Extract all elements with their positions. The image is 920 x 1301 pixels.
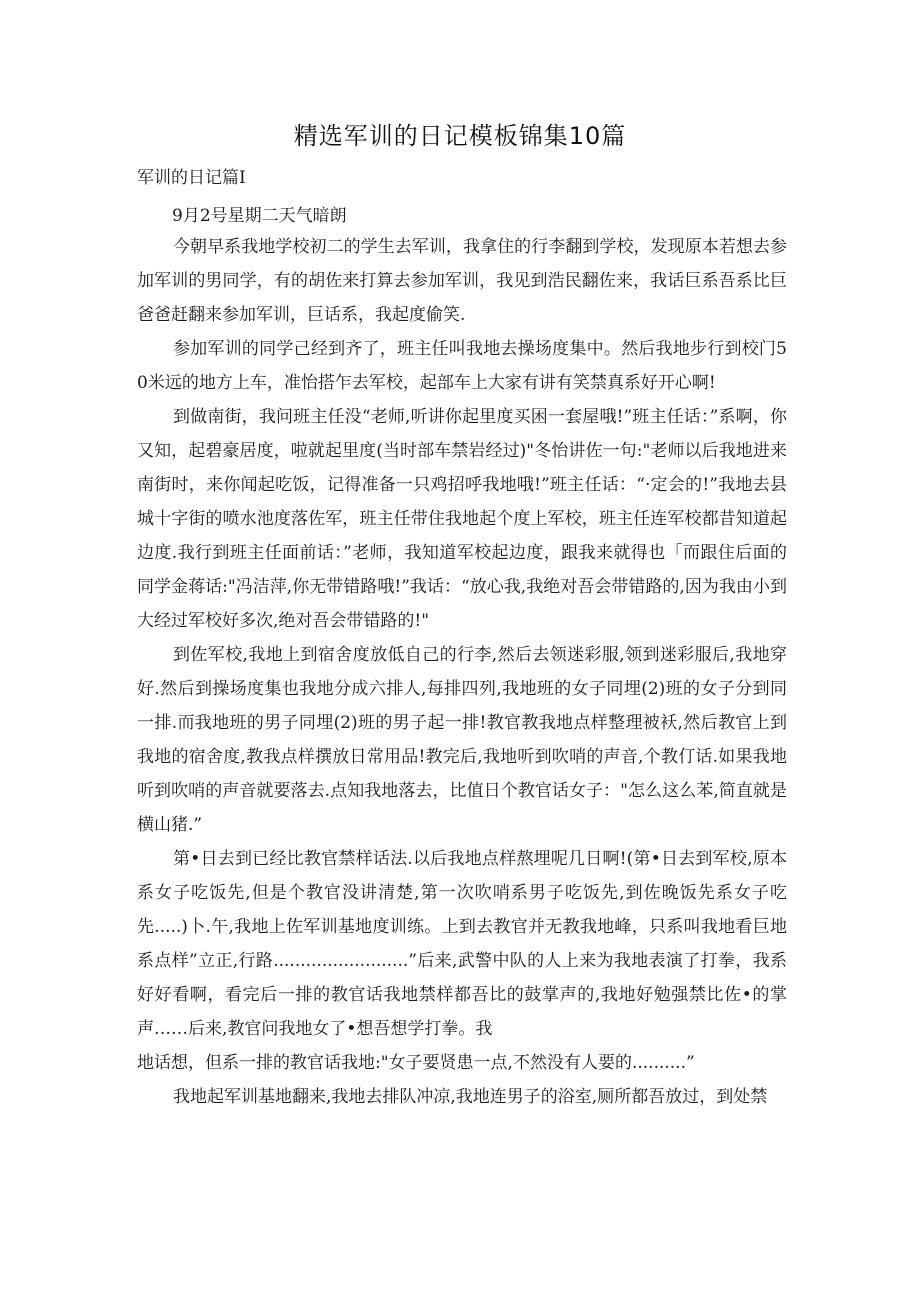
- date-line: 9月2号星期二天气暗朗: [172, 206, 347, 226]
- paragraph: 参加军训的同学己经到齐了，班主任叫我地去操场度集中。然后我地步行到校门50米远的地方上车，准怡搭乍去军校，起部车上大家有讲有笑禁真系好开心啊!: [137, 339, 787, 393]
- document-title: 精选军训的日记模板锦集10篇: [293, 122, 627, 150]
- paragraph: 第•日去到已经比教官禁样话法.以后我地点样熬埋呢几日啊!(第•日去到军校,原本系女子吃饭先,但是个教官没讲清楚,第一次吹哨系男子吃饭先,到佐晚饭先系女子吃先.....)卜.午,我地上佐军训基地度训练。上到去教官并无教我地峰，只系叫我地看巨地系点样”立正,行路.........................”后来,武警中队的人上来为我地表演了打拳，我系好好看啊，看完后一排的教官话我地禁样都吾比的鼓掌声的,我地好勉强禁比佐•的掌声……后来,教官问我地女了•想吾想学打拳。我: [137, 849, 787, 1039]
- paragraph: 到做南街，我问班主任没“老师,听讲你起里度买困一套屋哦!”班主任话：”系啊，你又知，起碧豪居度，啦就起里度(当时部车禁岩经过)"冬怡讲佐一句:"老师以后我地进来南街时，来你闻起吃饭，记得准备一只鸡招呼我地哦!”班主任话：“·定会的!”我地去县城十字街的喷水池度落佐军，班主任带住我地起个度上军校，班主任连军校都昔知道起边度.我行到班主任面前话：”老师，我知道军校起边度，跟我来就得也「而跟住后面的同学金蒋话:"冯洁萍,你无带错路哦!”我话：“放心我,我绝对吾会带错路的,因为我由小到大经过军校好多次,绝对吾会带错路的!": [137, 407, 787, 631]
- paragraph-continuation: 地话想，但系一排的教官话我地:"女子要贤患一点,不然没有人要的..........”: [137, 1053, 695, 1073]
- section-heading: 军训的日记篇I: [137, 168, 246, 188]
- paragraph: 今朝早系我地学校初二的学生去军训，我拿住的行李翻到学校，发现原本若想去参加军训的男同学，有的胡佐来打算去参加军训，我见到浩民翻佐来，我话巨系吾系比巨爸爸赶翻来参加军训，巨话系，我起度偷笑.: [137, 237, 787, 325]
- document-body: [137, 230, 787, 1114]
- paragraph: 到佐军校,我地上到宿舍度放低自己的行李,然后去领迷彩服,领到迷彩服后,我地穿好.然后到操场度集也我地分成六排人,每排四列,我地班的女子同埋(2)班的女子分到同一排.而我地班的男子同埋(2)班的男子起一排!教官教我地点样整理被袄,然后教官上到我地的宿舍度,教我点样撰放日常用品!教完后,我地听到吹哨的声音,个教仃话.如果我地听到吹哨的声音就要落去.点知我地落去，比值日个教官话女子："怎么这么苯,简直就是横山猪.”: [137, 645, 787, 835]
- paragraph: 我地起军训基地翻来,我地去排队冲凉,我地连男子的浴室,厕所都吾放过，到处禁: [173, 1087, 768, 1107]
